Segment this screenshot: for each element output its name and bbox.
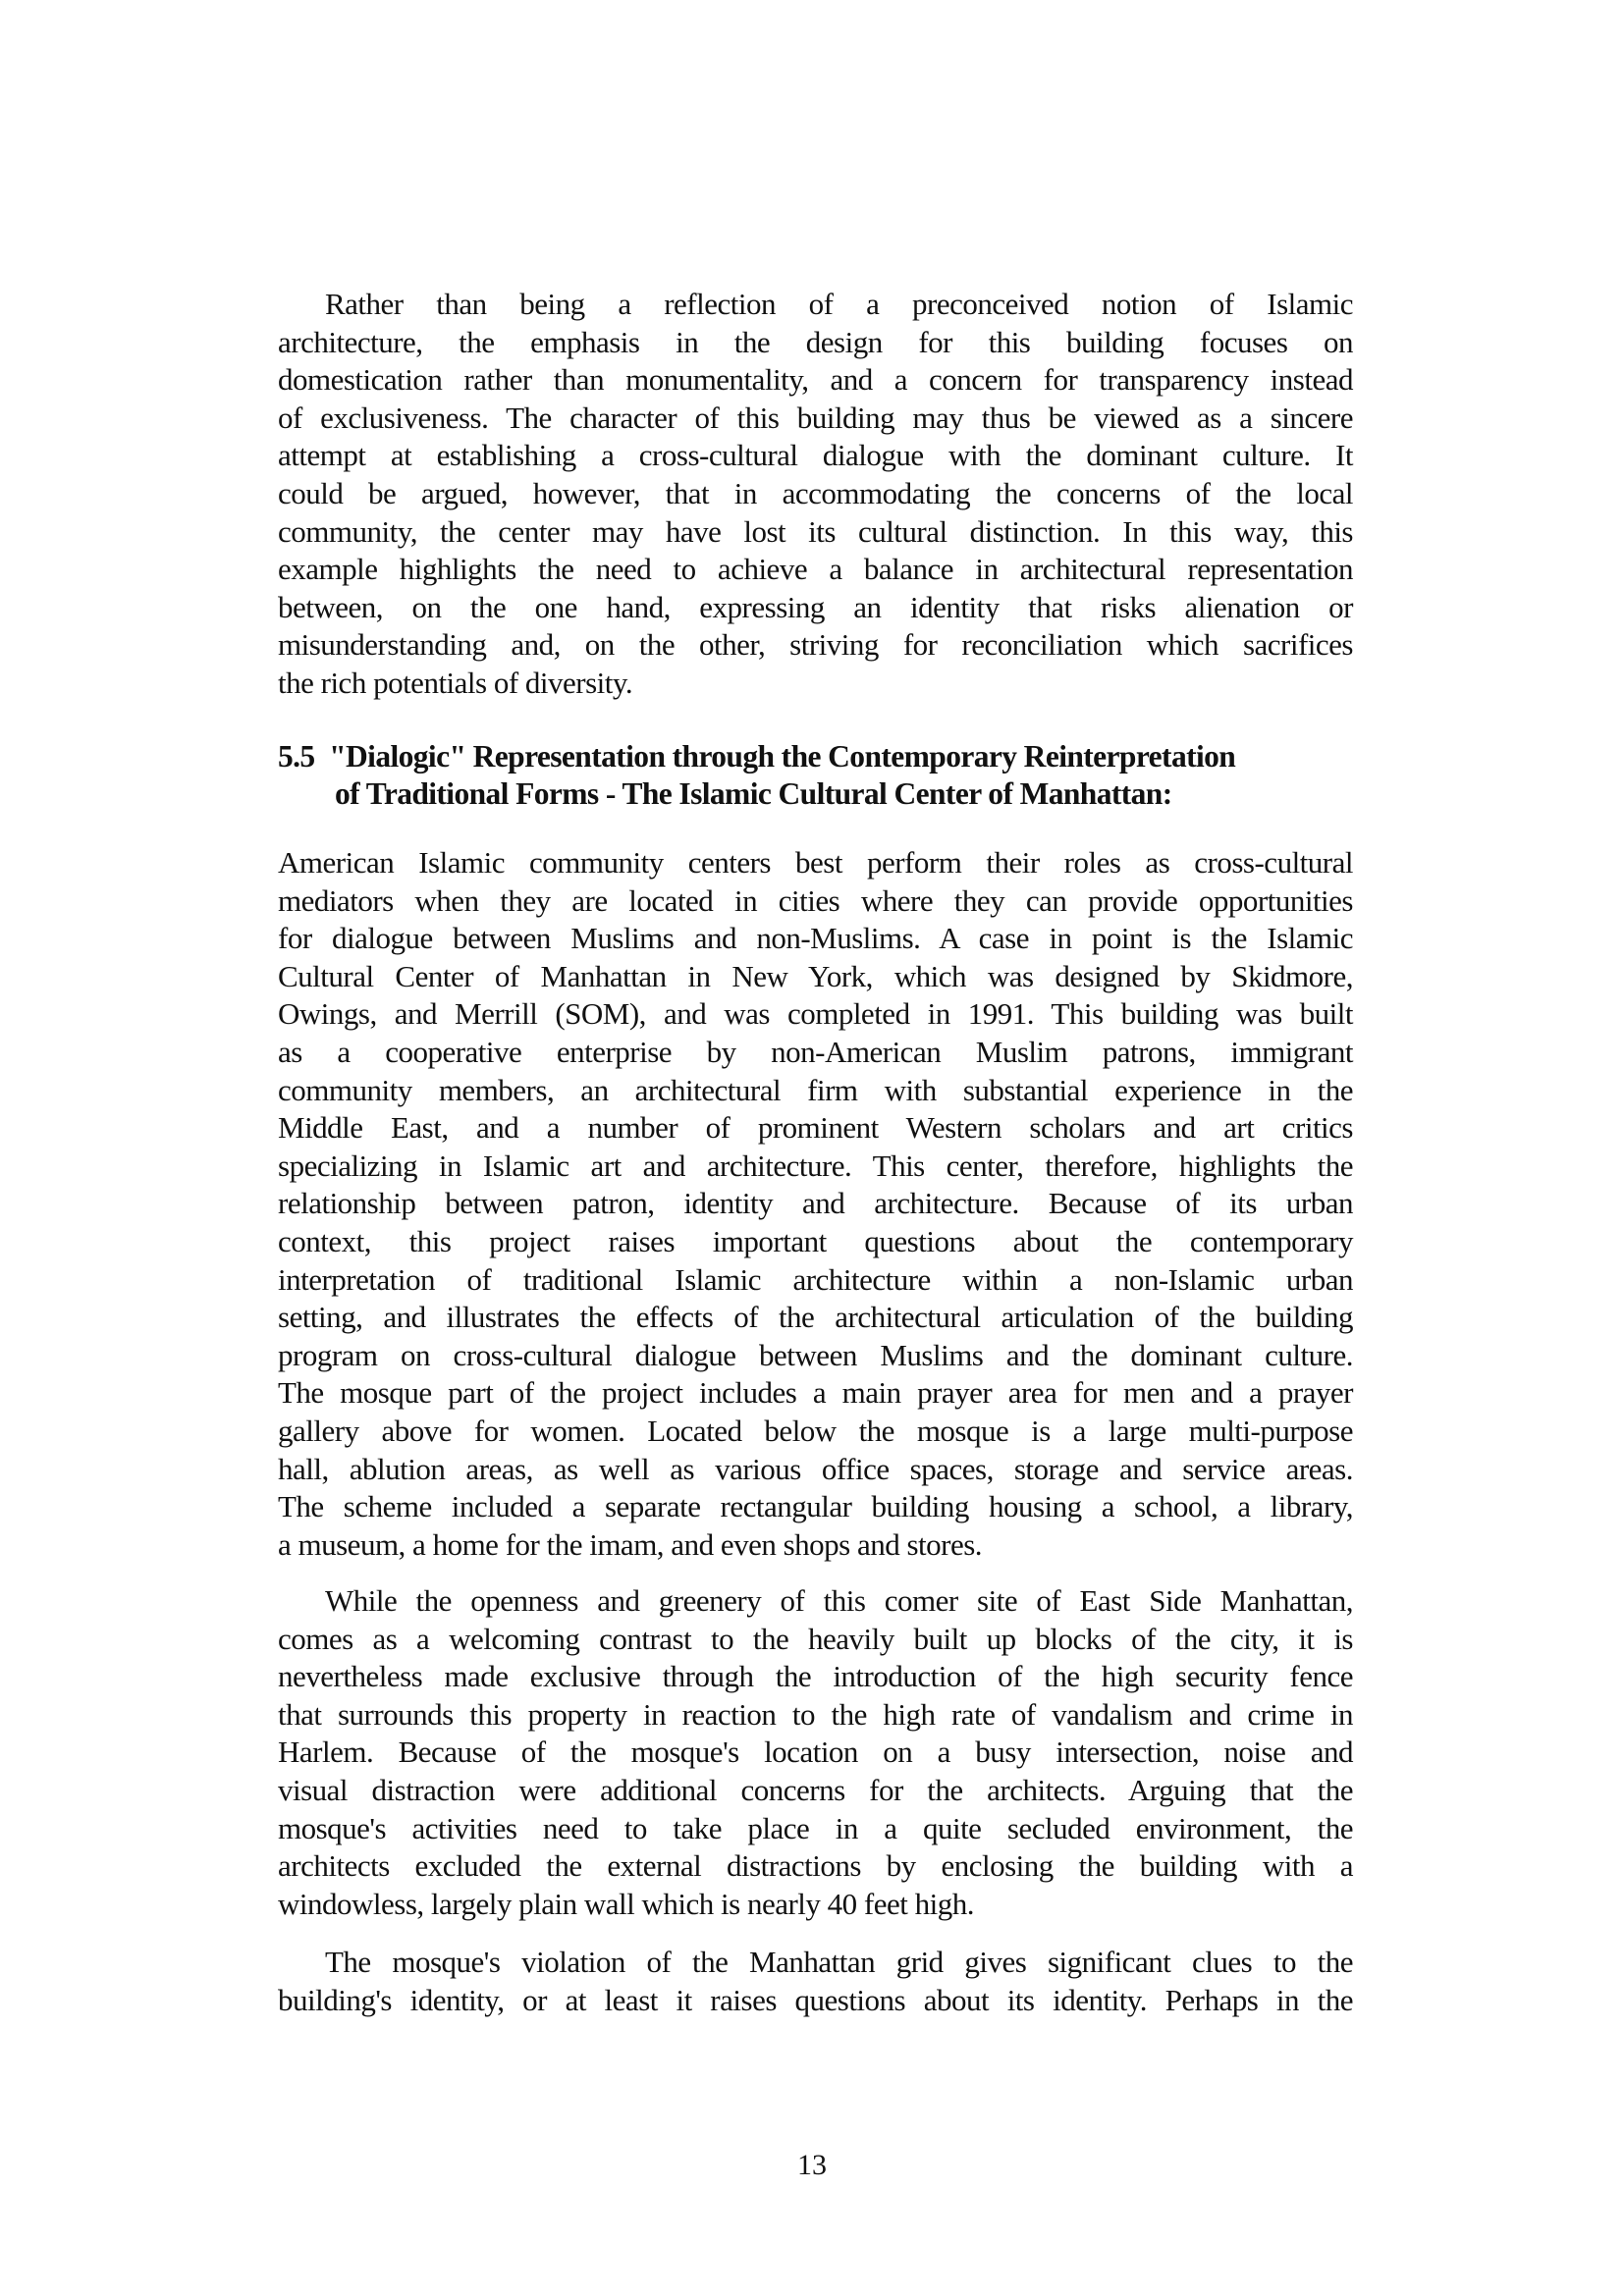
text-line: program on cross-cultural dialogue between Muslims and the dominant culture.	[278, 1337, 1353, 1372]
text-line: Rather than being a reflection of a preconceived notion of Islamic	[325, 287, 1353, 321]
heading-text-1: "Dialogic" Representation through the Contemporary Reinterpretation	[329, 739, 1236, 774]
paragraph-3	[278, 1582, 1353, 1923]
text-line: The scheme included a separate rectangular building housing a school, a library,	[278, 1489, 1353, 1524]
section-heading	[278, 738, 1353, 813]
text-line: architecture, the emphasis in the design for this building focuses on	[278, 324, 1353, 359]
text-line: as a cooperative enterprise by non-American Muslim patrons, immigrant	[278, 1034, 1353, 1069]
text-line: specializing in Islamic art and architecture. This center, therefore, highlights the	[278, 1148, 1353, 1183]
text-line: of exclusiveness. The character of this building may thus be viewed as a sincere	[278, 400, 1353, 435]
text-line: windowless, largely plain wall which is nearly 40 feet high.	[278, 1886, 974, 1921]
text-line: comes as a welcoming contrast to the heavily built up blocks of the city, it is	[278, 1621, 1353, 1656]
text-line: community members, an architectural firm with substantial experience in the	[278, 1072, 1353, 1107]
text-line: hall, ablution areas, as well as various office spaces, storage and service areas.	[278, 1451, 1353, 1486]
text-line: mosque's activities need to take place in a quite secluded environment, the	[278, 1810, 1353, 1845]
paragraph-2	[278, 844, 1353, 1564]
text-line: Cultural Center of Manhattan in New York, which was designed by Skidmore,	[278, 958, 1353, 993]
text-line: building's identity, or at least it raises questions about its identity. Perhaps in the	[278, 1982, 1353, 2017]
text-line: a museum, a home for the imam, and even shops and stores.	[278, 1526, 983, 1562]
text-line: While the openness and greenery of this comer site of East Side Manhattan,	[325, 1583, 1353, 1618]
text-line: Harlem. Because of the mosque's location on a busy intersection, noise and	[278, 1735, 1353, 1770]
text-line: nevertheless made exclusive through the introduction of the high security fence	[278, 1659, 1353, 1694]
text-line: visual distraction were additional concerns for the architects. Arguing that the	[278, 1772, 1353, 1807]
text-line: community, the center may have lost its cultural distinction. In this way, this	[278, 513, 1353, 549]
text-line: misunderstanding and, on the other, striving for reconciliation which sacrifices	[278, 627, 1353, 663]
text-line: The mosque part of the project includes a main prayer area for men and a prayer	[278, 1375, 1353, 1411]
section-number: 5.5	[278, 739, 315, 774]
text-line: that surrounds this property in reaction to the high rate of vandalism and crime in	[278, 1696, 1353, 1732]
text-line: could be argued, however, that in accommodating the concerns of the local	[278, 475, 1353, 510]
text-line: architects excluded the external distractions by enclosing the building with a	[278, 1848, 1353, 1884]
text-line: context, this project raises important questions about the contemporary	[278, 1223, 1353, 1258]
heading-line-2: of Traditional Forms - The Islamic Cultural Center of Manhattan:	[335, 776, 1172, 811]
paragraph-4	[278, 1944, 1353, 2019]
text-line: domestication rather than monumentality, and a concern for transparency instead	[278, 362, 1353, 398]
text-line: The mosque's violation of the Manhattan grid gives significant clues to the	[325, 1945, 1353, 1979]
text-line: mediators when they are located in cities where they can provide opportunities	[278, 882, 1353, 918]
text-line: relationship between patron, identity and architecture. Because of its urban	[278, 1186, 1353, 1221]
text-line: Owings, and Merrill (SOM), and was completed in 1991. This building was built	[278, 996, 1353, 1032]
text-line: between, on the one hand, expressing an identity that risks alienation or	[278, 589, 1353, 624]
text-line: setting, and illustrates the effects of the architectural articulation of the building	[278, 1300, 1353, 1335]
text-line: attempt at establishing a cross-cultural dialogue with the dominant culture. It	[278, 438, 1353, 473]
text-line: interpretation of traditional Islamic architecture within a non-Islamic urban	[278, 1261, 1353, 1297]
heading-line-1	[278, 738, 1353, 775]
text-line: the rich potentials of diversity.	[278, 665, 633, 700]
text-line: example highlights the need to achieve a balance in architectural representation	[278, 552, 1353, 587]
text-line: American Islamic community centers best perform their roles as cross-cultural	[278, 845, 1353, 880]
text-line: for dialogue between Muslims and non-Muslims. A case in point is the Islamic	[278, 921, 1353, 956]
text-line: Middle East, and a number of prominent Western scholars and art critics	[278, 1110, 1353, 1146]
text-line: gallery above for women. Located below the mosque is a large multi-purpose	[278, 1413, 1353, 1448]
page-number: 13	[797, 2149, 827, 2181]
paragraph-1	[278, 286, 1353, 703]
